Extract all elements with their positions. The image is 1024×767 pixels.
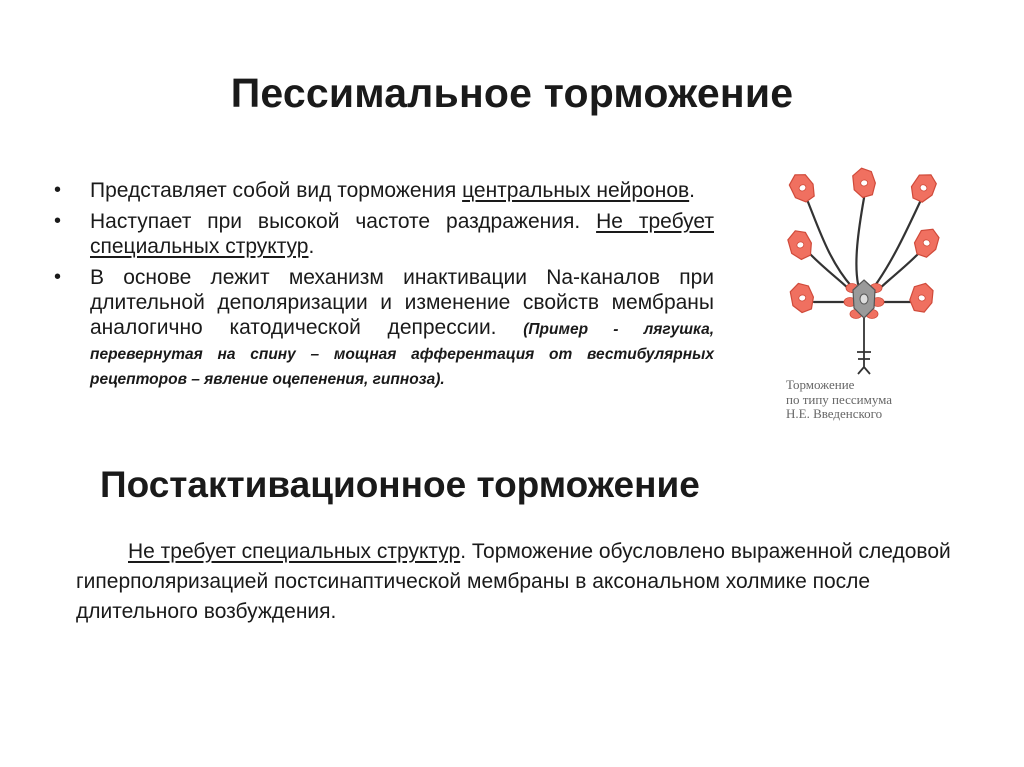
figure-caption: [786, 378, 946, 422]
bullet-tail: .: [689, 179, 695, 202]
presynaptic-neuron: [907, 281, 936, 315]
bullet-underlined-text: центральных нейронов: [462, 179, 690, 202]
bullet-text: В основе лежит механизм инактивации Na-каналов при длительной деполяризации и изменение свойств мембраны аналогично катодической депрессии.: [90, 266, 714, 339]
bullet-text: Представляет собой вид торможения: [90, 179, 463, 202]
paragraph-underlined-text: Не требует специальных структур: [128, 540, 461, 563]
axon-path: [856, 198, 864, 284]
presynaptic-neuron: [785, 169, 819, 205]
paragraph-text: . Торможение обусловлено выраженной следовой гиперполяризацией постсинаптической мембраны в аксональном холмике после длительного возбуждения.: [76, 540, 951, 623]
presynaptic-neuron: [851, 166, 878, 198]
presynaptic-neuron: [785, 227, 816, 262]
section-title: Постактивационное торможение: [100, 464, 700, 505]
output-axon: [857, 318, 871, 374]
bullet-example-note: (Пример - лягушка, перевернутая на спину – мощная афферентация от вестибулярных рецепторов – явление оцепенения, гипноза).: [90, 321, 714, 388]
bullet-text: Наступает при высокой частоте раздражения.: [90, 210, 597, 233]
bullet-item: [52, 178, 714, 203]
presynaptic-neuron: [911, 225, 942, 261]
bullet-item: [52, 265, 714, 390]
bullet-tail: .: [308, 235, 315, 258]
caption-line: Н.Е. Введенского: [786, 406, 883, 421]
section-paragraph: [76, 537, 976, 627]
axon-path: [808, 202, 852, 287]
axon-path: [810, 254, 852, 292]
bullet-list: [52, 178, 714, 396]
bullet-underlined-text: Не требует специальных структур: [90, 210, 714, 258]
bullet-dot: •: [54, 179, 62, 201]
presynaptic-neuron: [788, 281, 817, 315]
slide-title: Пессимальное торможение: [230, 70, 794, 116]
presynaptic-neuron: [907, 169, 941, 205]
caption-line: Торможение: [786, 377, 855, 392]
bullet-dot: •: [54, 210, 62, 232]
bullet-dot: •: [54, 266, 62, 288]
caption-line: по типу пессимума: [786, 391, 893, 407]
nucleus: [860, 294, 868, 304]
bullet-item: [52, 209, 714, 259]
